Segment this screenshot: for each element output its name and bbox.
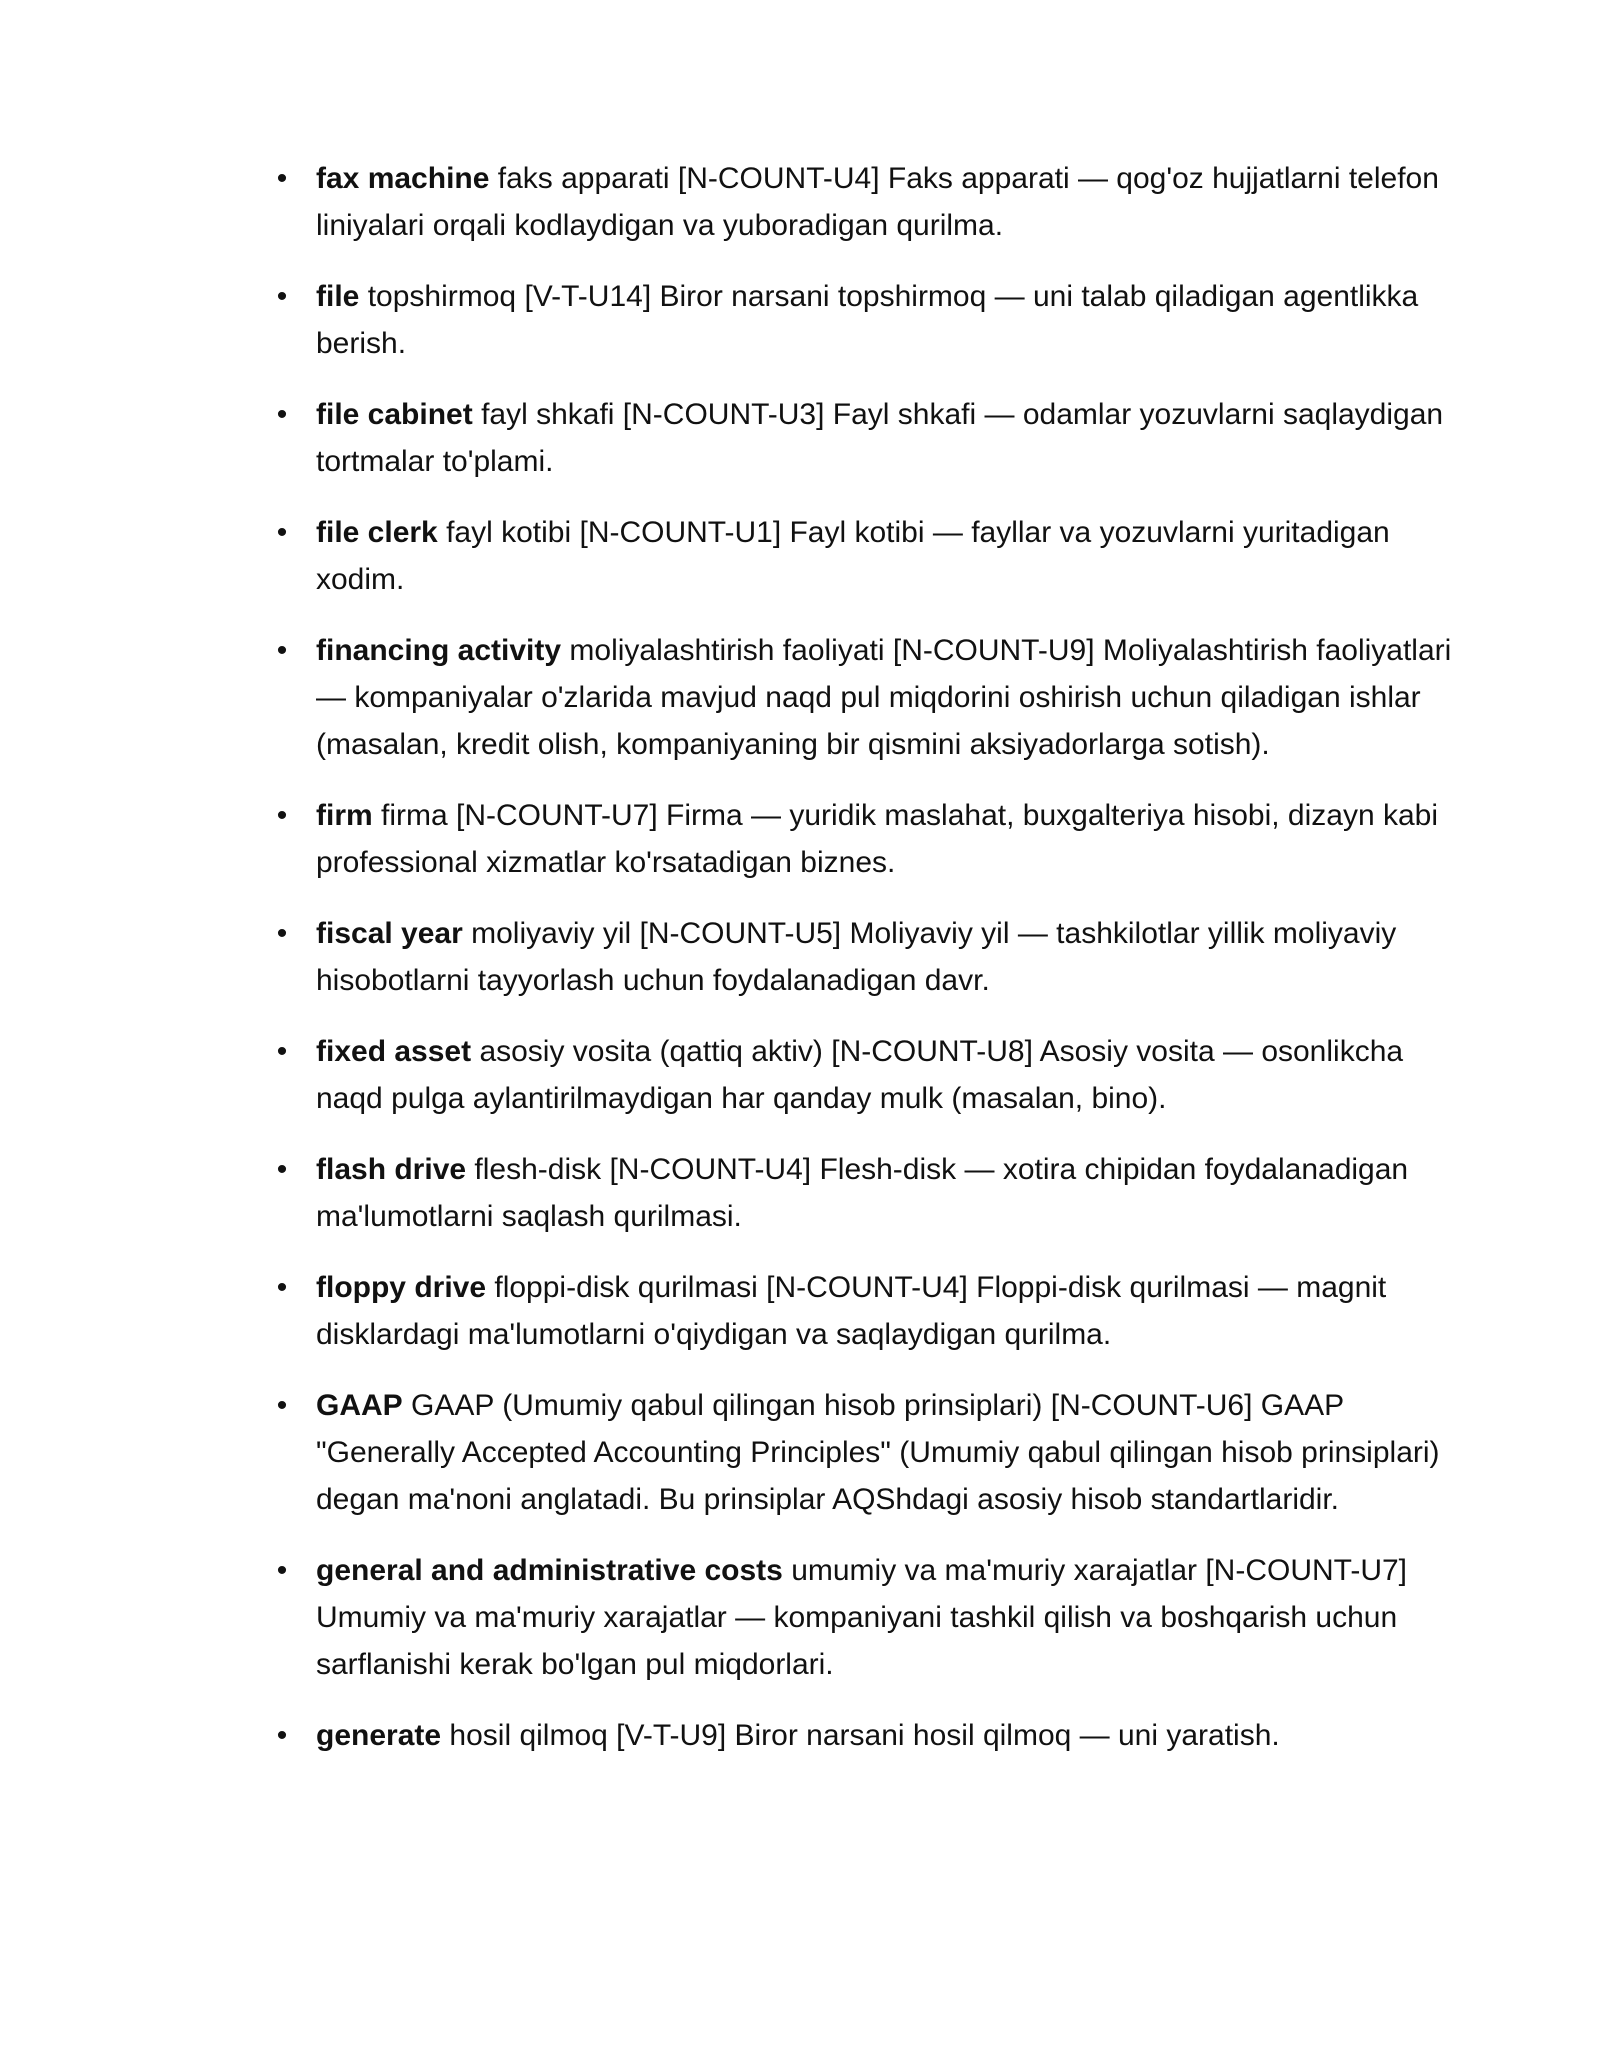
entry-definition: umumiy va ma'muriy xarajatlar [N-COUNT-U7] Umumiy va ma'muriy xarajatlar — kompaniyani tashkil qilish va boshqarish uchun sarflanishi kerak bo'lgan pul miqdorlari. bbox=[316, 1554, 1408, 1681]
entry-definition: firma [N-COUNT-U7] Firma — yuridik maslahat, buxgalteriya hisobi, dizayn kabi professional xizmatlar ko'rsatadigan biznes. bbox=[316, 799, 1439, 879]
bullet: • bbox=[276, 398, 288, 431]
entry-definition: fayl kotibi [N-COUNT-U1] Fayl kotibi — fayllar va yozuvlarni yuritadigan xodim. bbox=[316, 516, 1390, 596]
glossary-entry bbox=[276, 1382, 1476, 1523]
entry-term: general and administrative costs bbox=[316, 1554, 783, 1587]
entry-definition: faks apparati [N-COUNT-U4] Faks apparati — qog'oz hujjatlarni telefon liniyalari orqali kodlaydigan va yuboradigan qurilma. bbox=[316, 162, 1439, 242]
glossary-entry bbox=[276, 273, 1476, 367]
glossary-entry bbox=[276, 1146, 1476, 1240]
glossary-entry bbox=[276, 1712, 1476, 1759]
entry-definition: hosil qilmoq [V-T-U9] Biror narsani hosil qilmoq — uni yaratish. bbox=[449, 1719, 1280, 1752]
glossary-entry bbox=[276, 1028, 1476, 1122]
entry-term: file clerk bbox=[316, 516, 438, 549]
entry-definition: fayl shkafi [N-COUNT-U3] Fayl shkafi — odamlar yozuvlarni saqlaydigan tortmalar to'plami. bbox=[316, 398, 1444, 478]
entry-definition: asosiy vosita (qattiq aktiv) [N-COUNT-U8] Asosiy vosita — osonlikcha naqd pulga aylantirilmaydigan har qanday mulk (masalan, bino). bbox=[316, 1035, 1404, 1115]
bullet: • bbox=[276, 280, 288, 313]
bullet: • bbox=[276, 634, 288, 667]
entry-definition: topshirmoq [V-T-U14] Biror narsani topshirmoq — uni talab qiladigan agentlikka berish. bbox=[316, 280, 1419, 360]
bullet: • bbox=[276, 799, 288, 832]
bullet: • bbox=[276, 1271, 288, 1304]
glossary-entry bbox=[276, 792, 1476, 886]
entry-definition: moliyaviy yil [N-COUNT-U5] Moliyaviy yil — tashkilotlar yillik moliyaviy hisobotlarni tayyorlash uchun foydalanadigan davr. bbox=[316, 917, 1397, 997]
entry-definition: moliyalashtirish faoliyati [N-COUNT-U9] Moliyalashtirish faoliyatlari — kompaniyalar o'zlarida mavjud naqd pul miqdorini oshirish uchun qiladigan ishlar (masalan, kredit olish, kompaniyaning bir qismini aksiyadorlarga sotish). bbox=[316, 634, 1452, 761]
glossary-list bbox=[276, 155, 1476, 1783]
entry-term: generate bbox=[316, 1719, 442, 1752]
entry-term: floppy drive bbox=[316, 1271, 487, 1304]
entry-term: file bbox=[316, 280, 360, 313]
bullet: • bbox=[276, 1035, 288, 1068]
bullet: • bbox=[276, 1554, 288, 1587]
entry-term: financing activity bbox=[316, 634, 562, 667]
bullet: • bbox=[276, 1153, 288, 1186]
entry-definition: GAAP (Umumiy qabul qilingan hisob prinsiplari) [N-COUNT-U6] GAAP "Generally Accepted Accounting Principles" (Umumiy qabul qilingan hisob prinsiplari) degan ma'noni anglatadi. Bu prinsiplar AQShdagi asosiy hisob standartlaridir. bbox=[316, 1389, 1440, 1516]
glossary-entry bbox=[276, 1264, 1476, 1358]
entry-term: firm bbox=[316, 799, 373, 832]
entry-term: fixed asset bbox=[316, 1035, 472, 1068]
entry-term: GAAP bbox=[316, 1389, 403, 1422]
bullet: • bbox=[276, 1719, 288, 1752]
entry-term: fiscal year bbox=[316, 917, 463, 950]
glossary-entry bbox=[276, 1547, 1476, 1688]
entry-definition: floppi-disk qurilmasi [N-COUNT-U4] Floppi-disk qurilmasi — magnit disklardagi ma'lumotlarni o'qiydigan va saqlaydigan qurilma. bbox=[316, 1271, 1387, 1351]
entry-definition: flesh-disk [N-COUNT-U4] Flesh-disk — xotira chipidan foydalanadigan ma'lumotlarni saqlash qurilmasi. bbox=[316, 1153, 1409, 1233]
glossary-entry bbox=[276, 509, 1476, 603]
bullet: • bbox=[276, 162, 288, 195]
entry-term: file cabinet bbox=[316, 398, 473, 431]
glossary-entry bbox=[276, 910, 1476, 1004]
glossary-entry bbox=[276, 627, 1476, 768]
entry-term: flash drive bbox=[316, 1153, 467, 1186]
entry-term: fax machine bbox=[316, 162, 490, 195]
bullet: • bbox=[276, 1389, 288, 1422]
glossary-entry bbox=[276, 155, 1476, 249]
bullet: • bbox=[276, 516, 288, 549]
bullet: • bbox=[276, 917, 288, 950]
glossary-entry bbox=[276, 391, 1476, 485]
